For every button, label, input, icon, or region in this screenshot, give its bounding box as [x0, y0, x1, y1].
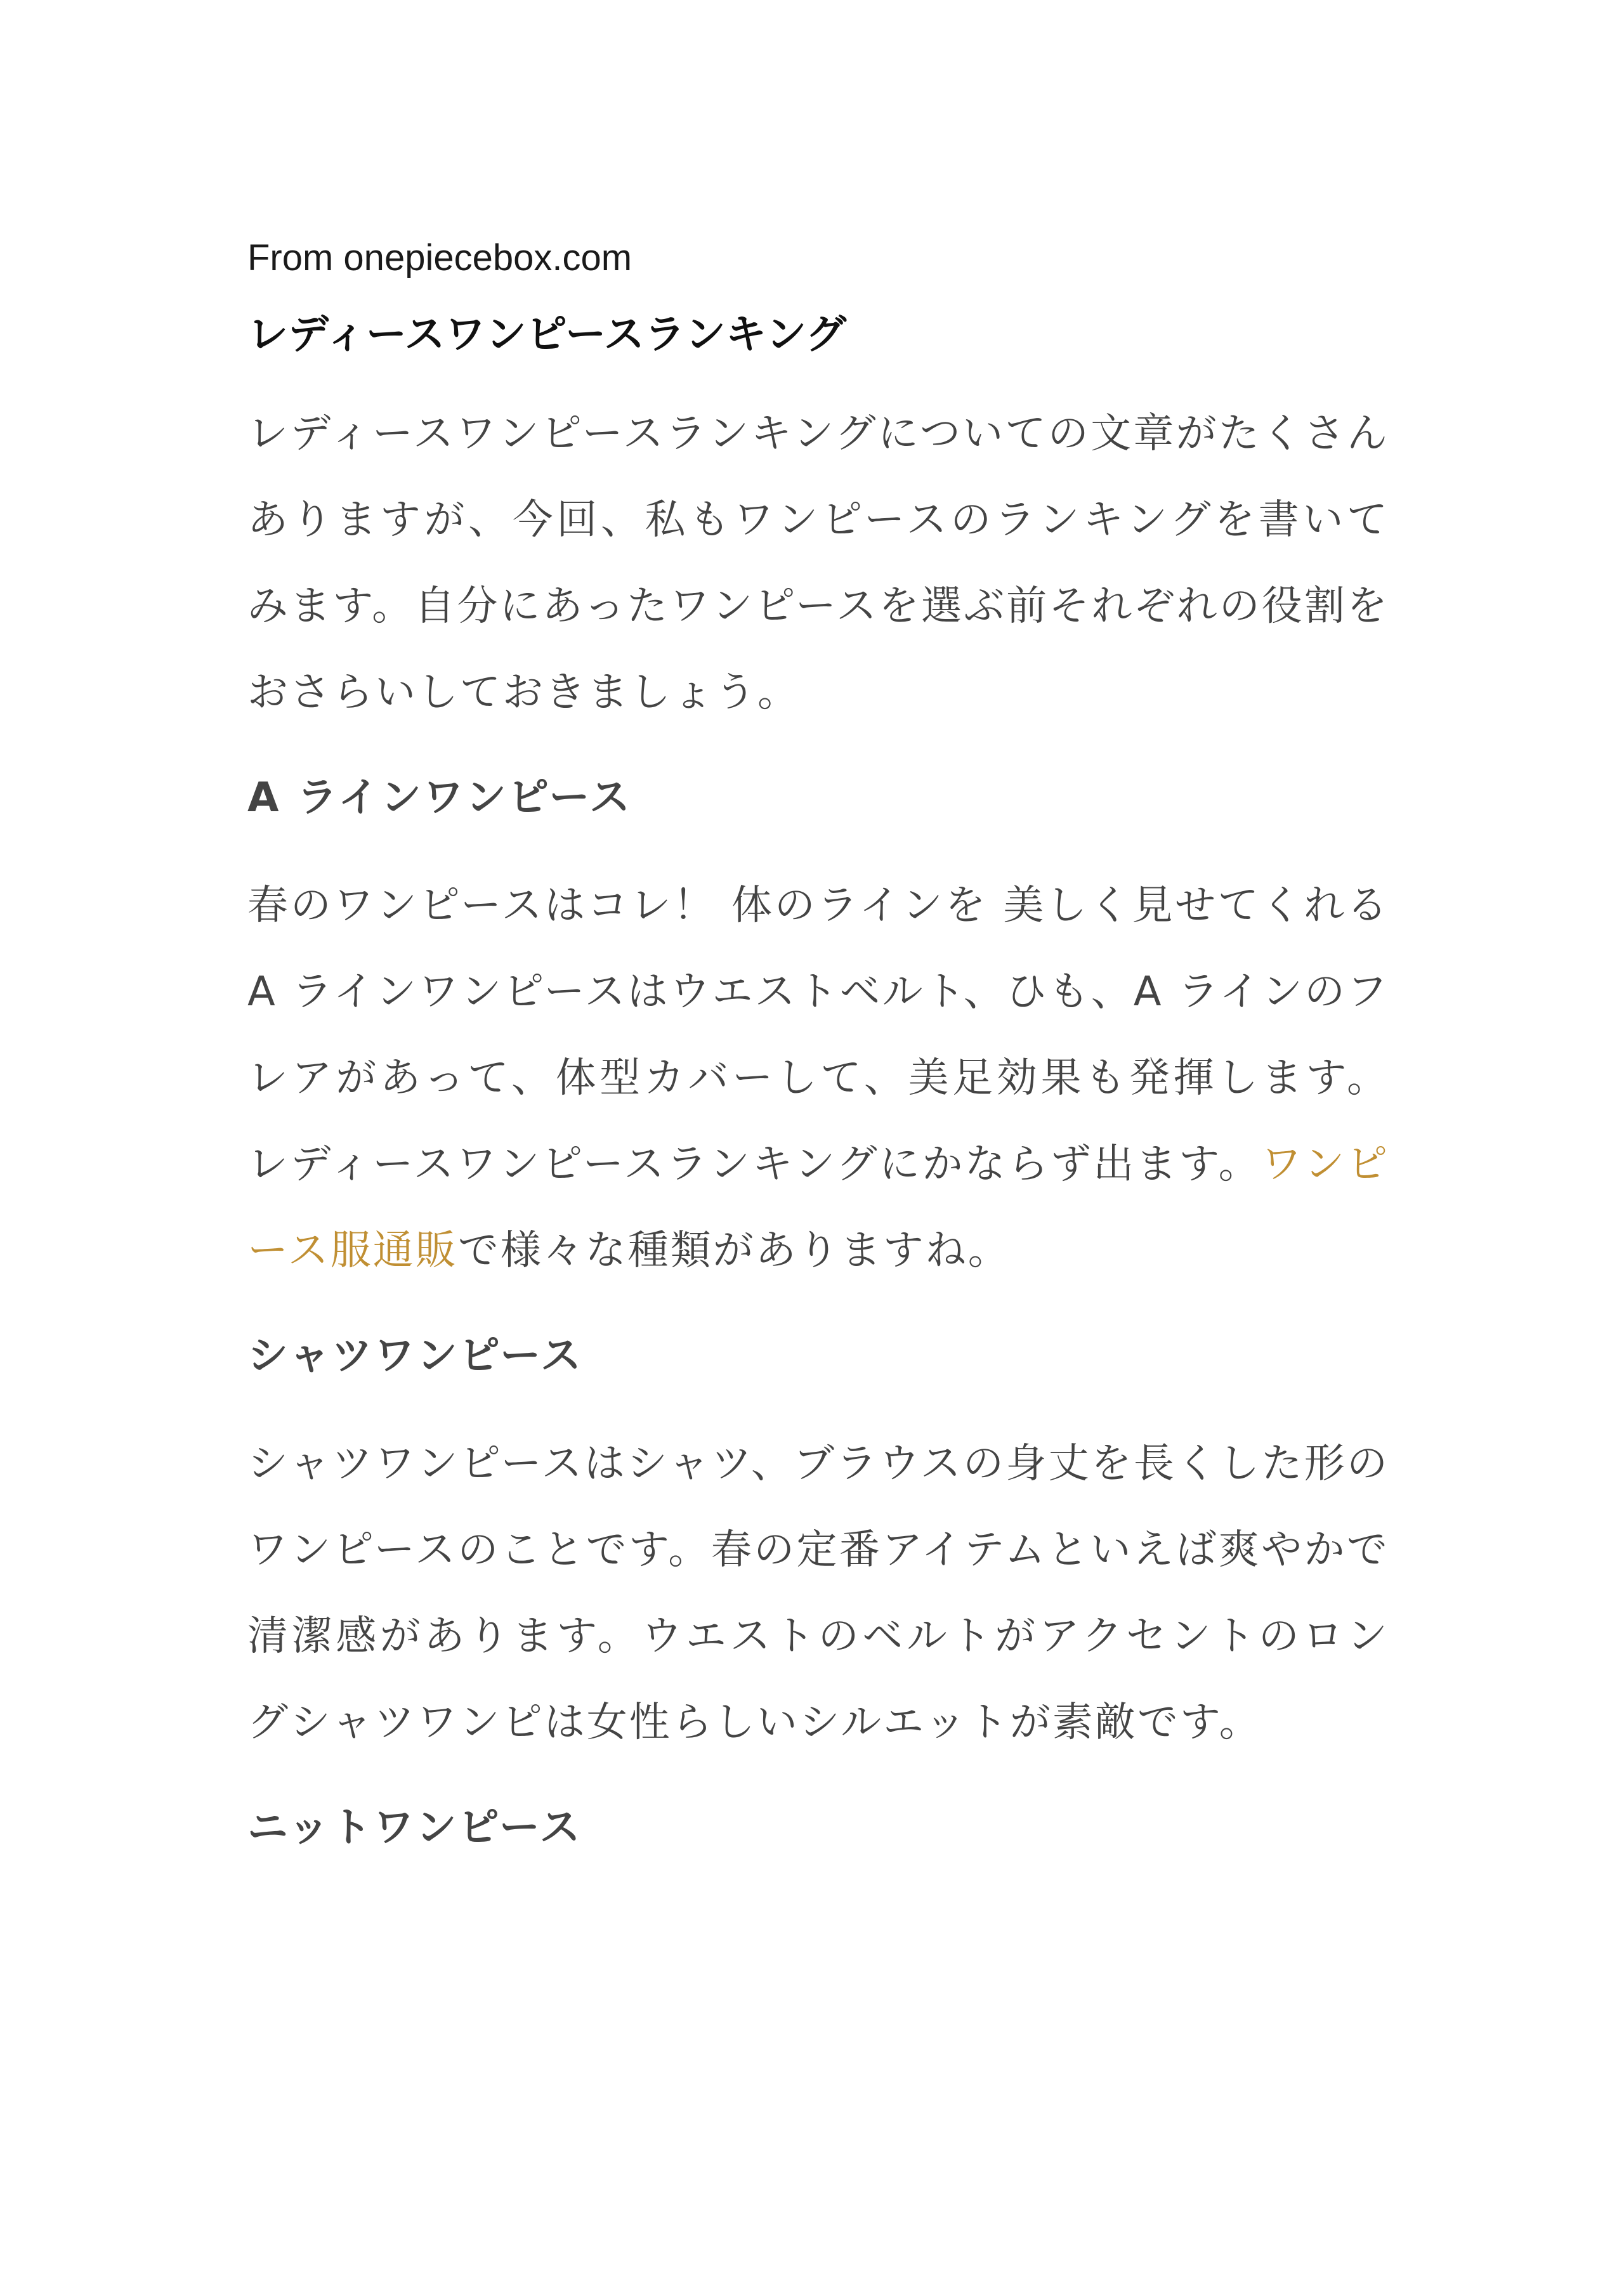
section-body-text: 春のワンピースはコレ！ 体のラインを 美しく見せてくれる A ラインワンピースはウエストベルト、ひも、A ラインのフレアがあって、体型カバーして、美足効果も発揮します。レディースワンピースランキングにかならず出ます。	[247, 882, 1389, 1188]
section-body-a-line	[247, 863, 1389, 1294]
section-heading-knit: ニットワンピース	[247, 1804, 582, 1851]
section-body-shirt: シャツワンピースはシャツ、ブラウスの身丈を長くした形のワンピースのことです。春の定番アイテムといえば爽やかで清潔感があります。ウエストのベルトがアクセントのロングシャツワンピは女性らしいシルエットが素敵です。	[247, 1440, 1389, 1746]
document-page	[247, 230, 1389, 1860]
source-line: From onepiecebox.com	[247, 237, 632, 278]
page-title: レディースワンピースランキング	[247, 311, 846, 358]
section-heading-a-line: A ラインワンピース	[247, 774, 632, 821]
section-body-text: で様々な種類がありますね。	[457, 1227, 1011, 1274]
intro-paragraph: レディースワンピースランキングについての文章がたくさんありますが、今回、私もワンピースのランキングを書いてみます。自分にあったワンピースを選ぶ前それぞれの役割をおさらいしておきましょう。	[247, 410, 1389, 716]
section-heading-shirt: シャツワンピース	[247, 1333, 583, 1380]
onepiece-shop-link[interactable]: ワンピース服通販	[247, 1141, 1389, 1274]
